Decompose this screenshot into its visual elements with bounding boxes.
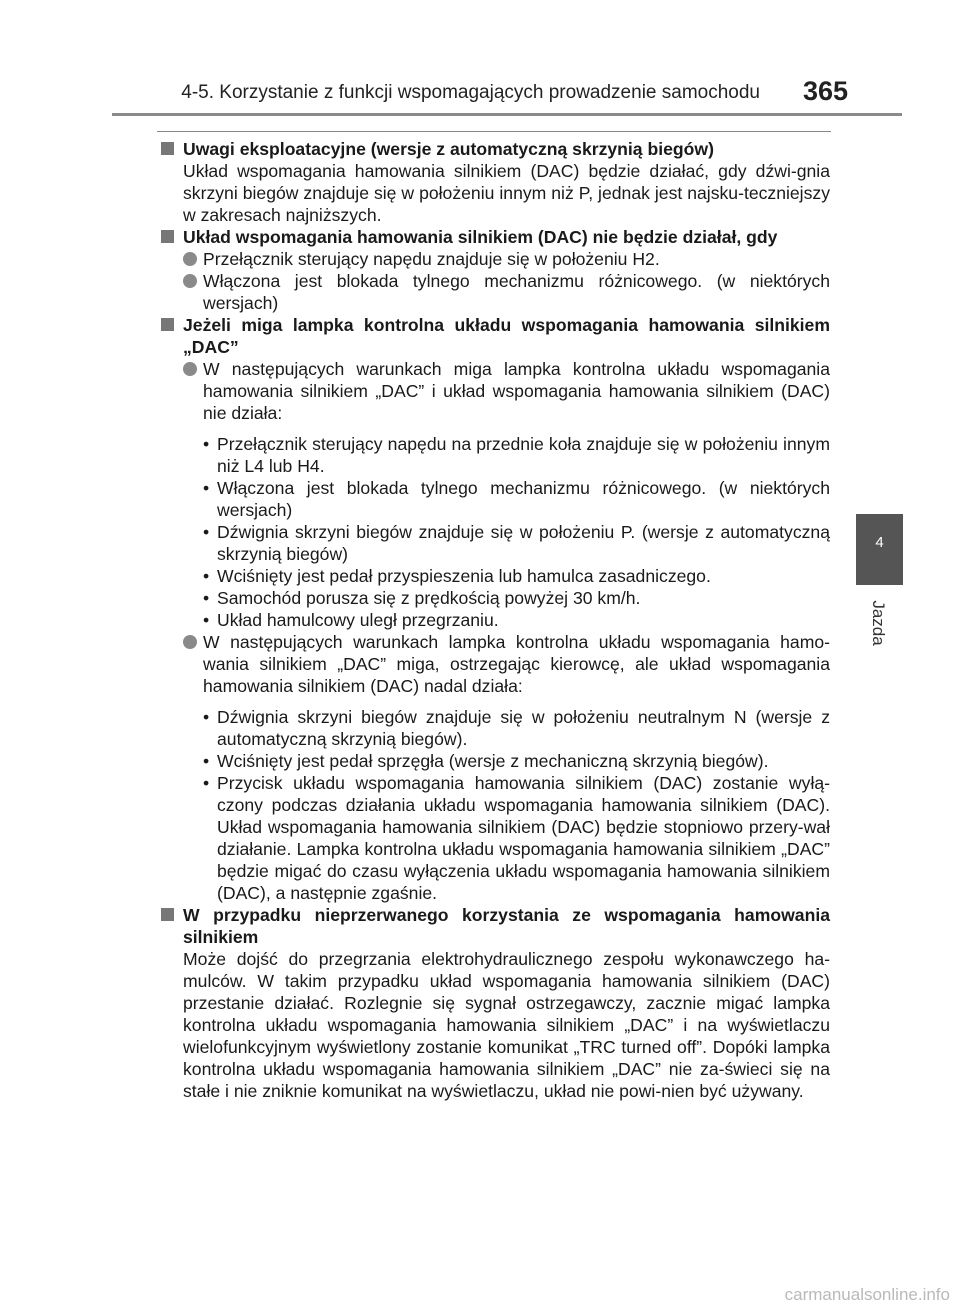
section-body: Może dojść do przegrzania elektrohydraulicznego zespołu wykonawczego ha-mulców. W takim przypadku układ wspomagania hamowania silnikiem (DAC) przestanie działać. Rozlegnie się sygnał ostrzegawczy, zacznie migać lampka kontrolna układu wspomagania hamowania silnikiem „DAC” i na wyświetlaczu wielofunkcyjnym wyświetlony zostanie komunikat „TRC turned off”. Dopóki lampka kontrolna układu wspomagania hamowania silnikiem „DAC” nie za-świeci się na stałe i nie zniknie komunikat na wyświetlaczu, układ nie powi-nien być używany. — [183, 949, 830, 1101]
sub-item: • Samochód porusza się z prędkością powyżej 30 km/h. — [203, 588, 641, 608]
chapter-label-text: Jazda — [869, 600, 888, 646]
bullet-item: Włączona jest blokada tylnego mechanizmu różnicowego. (w niektórych wersjach) — [160, 270, 830, 314]
section-heading: Jeżeli miga lampka kontrolna układu wspomagania hamowania silnikiem „DAC” — [160, 314, 830, 358]
content-rule — [157, 131, 831, 132]
sub-item: • Przycisk układu wspomagania hamowania silnikiem (DAC) zostanie wyłą-czony podczas działania układu wspomagania hamowania silnikiem (DAC). Układ wspomagania hamowania silnikiem (DAC) będzie stopniowo przery-wał działanie. Lampka kontrolna układu wspomagania hamowania silnikiem „DAC” będzie migać do czasu wyłączenia układu wspomagania hamowania silnikiem (DAC), a następnie zgaśnie. — [203, 773, 830, 903]
sub-item: • Wciśnięty jest pedał przyspieszenia lub hamulca zasadniczego. — [203, 566, 711, 586]
bullet-dot-icon — [183, 635, 197, 649]
sub-list — [160, 433, 830, 631]
square-marker-icon — [161, 230, 174, 243]
page-header — [0, 0, 960, 118]
sub-item: • Wciśnięty jest pedał sprzęgła (wersje z mechaniczną skrzynią biegów). — [203, 751, 769, 771]
header-title: 4-5. Korzystanie z funkcji wspomagających prowadzenie samochodu — [181, 82, 760, 103]
bullet-item: W następujących warunkach miga lampka kontrolna układu wspomagania hamowania silnikiem „DAC” i układ wspomagania hamowania silnikiem (DAC) nie działa: — [160, 358, 830, 424]
chapter-label — [866, 593, 890, 653]
chapter-number: 4 — [875, 534, 884, 551]
bullet-dot-icon — [183, 274, 197, 288]
bullet-dot-icon — [183, 252, 197, 266]
square-marker-icon — [161, 908, 174, 921]
sub-item: • Przełącznik sterujący napędu na przednie koła znajduje się w położeniu innym niż L4 lub H4. — [203, 434, 830, 476]
bullet-dot-icon — [183, 362, 197, 376]
sub-list — [160, 706, 830, 904]
sub-item: • Dźwignia skrzyni biegów znajduje się w położeniu P. (wersje z automatyczną skrzynią biegów) — [203, 522, 830, 564]
watermark: carmanualsonline.info — [784, 1285, 950, 1304]
sub-item: • Włączona jest blokada tylnego mechanizmu różnicowego. (w niektórych wersjach) — [203, 478, 830, 520]
section-heading: Układ wspomagania hamowania silnikiem (DAC) nie będzie działał, gdy — [160, 226, 830, 248]
section-body: Układ wspomagania hamowania silnikiem (DAC) będzie działać, gdy dźwi-gnia skrzyni biegów znajduje się w położeniu innym niż P, jednak jest najsku-teczniejszy w zakresach najniższych. — [183, 161, 830, 225]
bullet-item: W następujących warunkach lampka kontrolna układu wspomagania hamo-wania silnikiem „DAC” miga, ostrzegając kierowcę, ale układ wspomagania hamowania silnikiem (DAC) nadal działa: — [160, 631, 830, 697]
section-heading: Uwagi eksploatacyjne (wersje z automatyczną skrzynią biegów) — [160, 138, 830, 160]
bullet-item: Przełącznik sterujący napędu znajduje się w położeniu H2. — [160, 248, 830, 270]
section-heading: W przypadku nieprzerwanego korzystania ze wspomagania hamowania silnikiem — [160, 904, 830, 948]
header-rule — [112, 113, 902, 116]
square-marker-icon — [161, 318, 174, 331]
square-marker-icon — [161, 142, 174, 155]
sub-item: • Układ hamulcowy uległ przegrzaniu. — [203, 610, 499, 630]
page-content — [160, 138, 830, 1102]
page-number: 365 — [803, 76, 849, 106]
sub-item: • Dźwignia skrzyni biegów znajduje się w położeniu neutralnym N (wersje z automatyczną skrzynią biegów). — [203, 707, 830, 749]
chapter-tab — [856, 514, 903, 585]
